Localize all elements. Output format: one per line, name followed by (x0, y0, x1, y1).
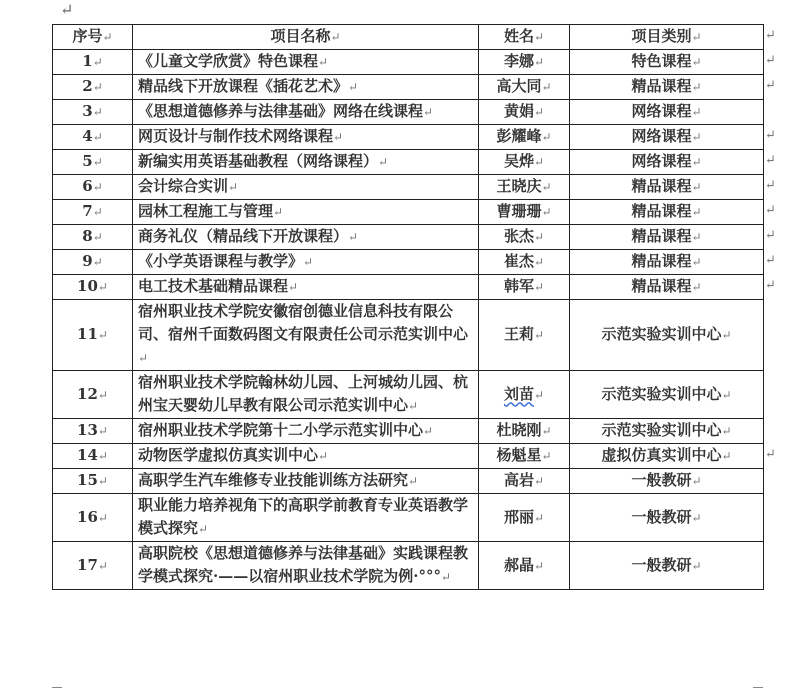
paragraph-mark-icon: ↵ (348, 230, 359, 244)
paragraph-mark-icon: ↵ (691, 558, 702, 573)
row-seq: 10↵ (53, 275, 133, 300)
row-category: 网络课程↵ (570, 150, 764, 175)
row-category: 精品课程↵ (570, 175, 764, 200)
header-project-name: 项目名称↵ (133, 25, 479, 50)
paragraph-mark-icon: ↵ (533, 105, 545, 119)
row-project-name: 宿州职业技术学院翰林幼儿园、上河城幼儿园、杭州宝天婴幼儿早教有限公司示范实训中心↵ (133, 371, 479, 419)
header-category: 项目类别↵ (570, 25, 764, 50)
table-row (53, 494, 764, 542)
row-person: 彭耀峰↵ (479, 125, 570, 150)
row-project-name: 宿州职业技术学院第十二小学示范实训中心↵ (133, 419, 479, 444)
paragraph-mark-icon: ↵ (97, 510, 108, 525)
table-header-row (53, 25, 764, 50)
paragraph-mark-icon: ↵ (423, 105, 434, 119)
paragraph-mark-icon: ↵ (533, 474, 545, 488)
row-seq: 2↵ (53, 75, 133, 100)
table-row (53, 469, 764, 494)
row-person: 张杰↵ (479, 225, 570, 250)
row-project-name: 电工技术基础精品课程↵ (133, 275, 479, 300)
row-category: 精品课程↵ (570, 225, 764, 250)
row-end-mark-icon: ↵ (765, 53, 776, 68)
paragraph-mark-icon: ↵ (691, 180, 702, 194)
paragraph-mark-icon: ↵ (541, 424, 552, 438)
table-row (53, 300, 764, 371)
paragraph-mark-icon: ↵ (533, 230, 545, 244)
row-seq: 8↵ (53, 225, 133, 250)
row-project-name: 精品线下开放课程《插花艺术》↵ (133, 75, 479, 100)
paragraph-mark-icon: ↵ (691, 230, 702, 244)
table-row (53, 250, 764, 275)
paragraph-mark-icon: ↵ (92, 255, 103, 269)
row-person: 曹珊珊↵ (479, 200, 570, 225)
row-project-name: 高职院校《思想道德修养与法律基础》实践课程教学模式探究·——以宿州职业技术学院为例·°°°↵ (133, 542, 479, 590)
paragraph-mark-icon: ↵ (288, 280, 299, 294)
paragraph-mark-icon: ↵ (533, 558, 545, 573)
row-person: 黄娟↵ (479, 100, 570, 125)
row-category: 示范实验实训中心↵ (570, 419, 764, 444)
paragraph-mark-icon: ↵ (97, 387, 108, 402)
row-person: 高岩↵ (479, 469, 570, 494)
paragraph-mark-icon: ↵ (533, 255, 545, 269)
table-row (53, 225, 764, 250)
paragraph-mark-icon: ↵ (92, 55, 103, 69)
paragraph-mark-icon: ↵ (92, 130, 103, 144)
paragraph-mark-icon: ↵ (541, 449, 552, 463)
row-end-mark-icon: ↵ (765, 253, 776, 268)
row-end-mark-icon: ↵ (765, 228, 776, 243)
row-seq: 1↵ (53, 50, 133, 75)
table-row (53, 75, 764, 100)
row-seq: 17↵ (53, 542, 133, 590)
row-project-name: 动物医学虚拟仿真实训中心↵ (133, 444, 479, 469)
row-seq: 16↵ (53, 494, 133, 542)
paragraph-mark-icon: ↵ (273, 205, 284, 219)
row-project-name: 高职学生汽车维修专业技能训练方法研究↵ (133, 469, 479, 494)
row-end-mark-icon: ↵ (765, 178, 776, 193)
page-corner-mark (753, 687, 763, 688)
paragraph-mark-icon: ↵ (691, 255, 702, 269)
row-project-name: 《思想道德修养与法律基础》网络在线课程↵ (133, 100, 479, 125)
paragraph-mark-icon: ↵ (691, 474, 702, 488)
paragraph-mark-icon: ↵ (533, 55, 545, 69)
paragraph-mark-icon: ↵ (318, 449, 329, 463)
row-person: 王莉↵ (479, 300, 570, 371)
paragraph-mark-icon: ↵ (533, 280, 545, 294)
row-person: 杜晓刚↵ (479, 419, 570, 444)
paragraph-mark-icon: ↵ (378, 155, 389, 169)
row-person: 崔杰↵ (479, 250, 570, 275)
row-seq: 13↵ (53, 419, 133, 444)
paragraph-mark-icon: ↵ (721, 424, 732, 438)
paragraph-mark-icon: ↵ (541, 180, 552, 194)
row-project-name: 新编实用英语基础教程（网络课程）↵ (133, 150, 479, 175)
table-row (53, 444, 764, 469)
header-person: 姓名↵ (479, 25, 570, 50)
paragraph-mark-icon: ↵ (440, 570, 452, 584)
row-seq: 15↵ (53, 469, 133, 494)
row-category: 一般教研↵ (570, 542, 764, 590)
row-seq: 4↵ (53, 125, 133, 150)
table-row (53, 125, 764, 150)
paragraph-mark-icon: ↵ (92, 230, 103, 244)
row-category: 网络课程↵ (570, 100, 764, 125)
header-seq: 序号↵ (53, 25, 133, 50)
row-category: 精品课程↵ (570, 200, 764, 225)
paragraph-mark-icon: ↵ (97, 558, 108, 573)
project-table (52, 24, 764, 590)
paragraph-mark-icon: ↵ (92, 205, 103, 219)
row-person: 吴烨↵ (479, 150, 570, 175)
row-end-mark-icon: ↵ (765, 128, 776, 143)
row-project-name: 商务礼仪（精品线下开放课程）↵ (133, 225, 479, 250)
row-project-name: 网页设计与制作技术网络课程↵ (133, 125, 479, 150)
paragraph-mark-icon: ↵ (97, 328, 108, 342)
paragraph-mark-icon: ↵ (691, 280, 702, 294)
paragraph-mark-icon: ↵ (541, 80, 552, 94)
row-seq: 9↵ (53, 250, 133, 275)
row-seq: 5↵ (53, 150, 133, 175)
paragraph-mark-icon: ↵ (691, 205, 702, 219)
page-corner-mark (52, 687, 62, 688)
paragraph-mark-icon: ↵ (533, 510, 545, 525)
paragraph-mark-icon: ↵ (348, 80, 359, 94)
row-category: 精品课程↵ (570, 250, 764, 275)
table-row (53, 100, 764, 125)
row-person: 刘苗↵ (479, 371, 570, 419)
paragraph-mark-icon: ↵ (97, 424, 108, 438)
paragraph-mark-icon: ↵ (691, 510, 702, 525)
row-end-mark-icon: ↵ (765, 203, 776, 218)
table-row (53, 150, 764, 175)
paragraph-mark-icon: ↵ (408, 399, 419, 413)
paragraph-mark-icon: ↵ (691, 55, 702, 69)
paragraph-mark-icon: ↵ (721, 328, 732, 342)
paragraph-mark-icon: ↵ (97, 449, 108, 463)
row-seq: 6↵ (53, 175, 133, 200)
paragraph-mark-icon: ↵ (92, 80, 103, 94)
paragraph-mark-icon: ↵ (198, 522, 209, 536)
paragraph-mark-icon: ↵ (92, 180, 103, 194)
row-seq: 12↵ (53, 371, 133, 419)
row-seq: 3↵ (53, 100, 133, 125)
row-seq: 7↵ (53, 200, 133, 225)
paragraph-mark-icon: ↵ (533, 155, 545, 169)
paragraph-mark-icon: ↵ (92, 155, 103, 169)
paragraph-mark-icon: ↵ (541, 130, 552, 144)
paragraph-mark-icon: ↵ (691, 80, 702, 94)
row-seq: 11↵ (53, 300, 133, 371)
row-category: 一般教研↵ (570, 494, 764, 542)
table-row (53, 175, 764, 200)
paragraph-mark-icon: ↵ (721, 387, 732, 402)
paragraph-mark-icon: ↵ (533, 328, 545, 342)
row-project-name: 会计综合实训↵ (133, 175, 479, 200)
row-category: 虚拟仿真实训中心↵ (570, 444, 764, 469)
paragraph-mark-icon: ↵ (541, 205, 552, 219)
row-person: 韩军↵ (479, 275, 570, 300)
table-row (53, 542, 764, 590)
paragraph-mark-icon: ↵ (97, 280, 108, 294)
paragraph-mark-icon: ↵ (408, 474, 419, 488)
row-category: 特色课程↵ (570, 50, 764, 75)
row-category: 精品课程↵ (570, 275, 764, 300)
row-category: 一般教研↵ (570, 469, 764, 494)
row-end-mark-icon: ↵ (765, 153, 776, 168)
row-category: 网络课程↵ (570, 125, 764, 150)
paragraph-mark-icon: ↵ (60, 0, 74, 19)
paragraph-mark-icon: ↵ (721, 449, 732, 463)
row-end-mark-icon: ↵ (765, 28, 776, 43)
row-end-mark-icon: ↵ (765, 278, 776, 293)
paragraph-mark-icon: ↵ (228, 180, 239, 194)
row-person: 郝晶↵ (479, 542, 570, 590)
table-row (53, 200, 764, 225)
paragraph-mark-icon: ↵ (97, 474, 108, 488)
table-row (53, 50, 764, 75)
table-row (53, 371, 764, 419)
row-project-name: 《小学英语课程与教学》↵ (133, 250, 479, 275)
table-row (53, 275, 764, 300)
row-category: 精品课程↵ (570, 75, 764, 100)
row-category: 示范实验实训中心↵ (570, 371, 764, 419)
paragraph-mark-icon: ↵ (423, 424, 434, 438)
row-category: 示范实验实训中心↵ (570, 300, 764, 371)
row-project-name: 职业能力培养视角下的高职学前教育专业英语教学模式探究↵ (133, 494, 479, 542)
paragraph-mark-icon: ↵ (691, 105, 702, 119)
paragraph-mark-icon: ↵ (691, 155, 702, 169)
row-person: 高大同↵ (479, 75, 570, 100)
paragraph-mark-icon: ↵ (138, 351, 149, 365)
paragraph-mark-icon: ↵ (691, 130, 702, 144)
row-project-name: 宿州职业技术学院安徽宿创德业信息科技有限公司、宿州千面数码图文有限责任公司示范实训中心↵ (133, 300, 479, 371)
paragraph-mark-icon: ↵ (92, 105, 103, 119)
paragraph-mark-icon: ↵ (303, 255, 314, 269)
paragraph-mark-icon: ↵ (318, 55, 329, 69)
row-person: 邢丽↵ (479, 494, 570, 542)
row-person: 李娜↵ (479, 50, 570, 75)
paragraph-mark-icon: ↵ (333, 130, 344, 144)
row-seq: 14↵ (53, 444, 133, 469)
row-person: 王晓庆↵ (479, 175, 570, 200)
row-end-mark-icon: ↵ (765, 447, 776, 462)
row-person: 杨魁星↵ (479, 444, 570, 469)
row-project-name: 《儿童文学欣赏》特色课程↵ (133, 50, 479, 75)
table-row (53, 419, 764, 444)
row-end-mark-icon: ↵ (765, 78, 776, 93)
row-project-name: 园林工程施工与管理↵ (133, 200, 479, 225)
paragraph-mark-icon: ↵ (533, 387, 545, 402)
